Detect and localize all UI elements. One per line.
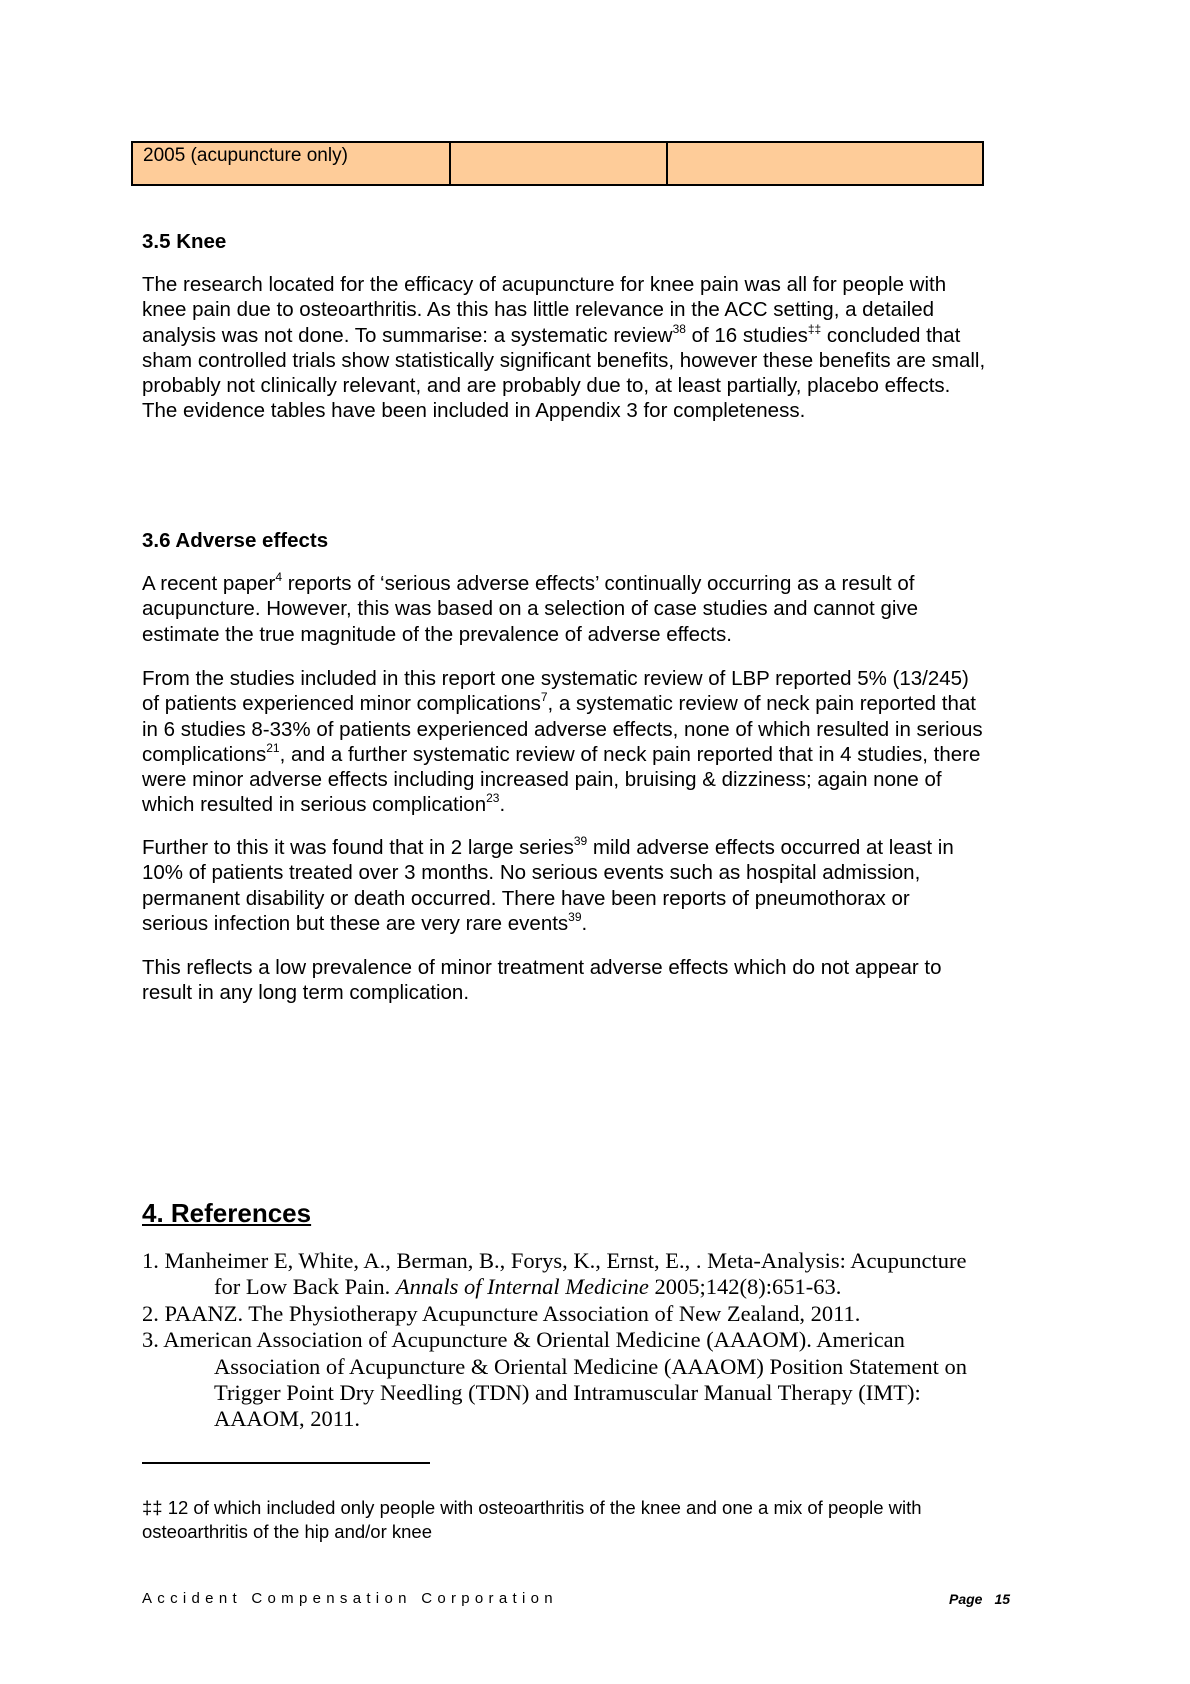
text-segment: 1. Manheimer E, White, A., Berman, B., Forys, K., Ernst, E., . Meta-Analysis: Acupuncture: [142, 1248, 967, 1273]
table-cell-empty: [450, 142, 667, 185]
text-segment: , and a further systematic review of neck pain reported that in 4 studies, there: [279, 742, 981, 766]
table-row: [132, 142, 983, 185]
text-line: [142, 1406, 967, 1432]
text-line: [142, 792, 983, 817]
text-segment: 2. PAANZ. The Physiotherapy Acupuncture Association of New Zealand, 2011.: [142, 1300, 861, 1326]
citation-superscript: 7: [540, 690, 548, 705]
reference-item: [142, 1327, 967, 1433]
text-line: [142, 886, 954, 911]
text-line: [142, 323, 985, 348]
text-line: [142, 1327, 967, 1353]
footnote: [142, 1496, 922, 1544]
section-heading-knee: 3.5 Knee: [142, 230, 227, 253]
text-line: [142, 767, 983, 792]
text-segment: concluded that: [821, 323, 961, 347]
text-segment: .: [581, 911, 588, 935]
text-segment: Further to this it was found that in 2 large series: [142, 836, 574, 859]
adverse-paragraph-3: [142, 835, 954, 936]
text-line: [142, 348, 985, 373]
text-segment: analysis was not done. To summarise: a systematic review: [142, 323, 673, 347]
citation-superscript: 4: [275, 570, 283, 584]
footer-page-number: [949, 1591, 1010, 1607]
text-segment: 2005;142(8):651-63.: [648, 1274, 842, 1300]
text-segment: From the studies included in this report one systematic review of LBP reported 5% (13/245): [142, 667, 969, 690]
text-line: [142, 622, 918, 647]
citation-superscript: 39: [568, 909, 582, 924]
text-segment: estimate the true magnitude of the prevalence of adverse effects.: [142, 622, 732, 646]
text-segment: reports of ‘serious adverse effects’ continually occurring as a result of: [282, 572, 915, 595]
text-segment: acupuncture. However, this was based on a selection of case studies and cannot give: [142, 597, 919, 621]
text-segment: , a systematic review of neck pain reported that: [547, 692, 976, 716]
text-line: [142, 955, 942, 980]
citation-superscript: ‡‡: [807, 321, 822, 336]
text-line: [142, 373, 985, 398]
text-segment: Association of Acupuncture & Oriental Medicine (AAAOM) Position Statement on: [214, 1353, 967, 1379]
text-line: [142, 1248, 967, 1274]
citation-superscript: 38: [672, 321, 686, 336]
text-line: [142, 835, 954, 860]
text-line: [142, 571, 918, 596]
text-line: [142, 666, 983, 691]
text-line: [142, 691, 983, 716]
text-line: [142, 860, 954, 885]
adverse-paragraph-1: [142, 571, 918, 647]
table-cell-empty: [667, 142, 983, 185]
references-list: [142, 1248, 967, 1433]
text-segment: The evidence tables have been included in Appendix 3 for completeness.: [142, 399, 806, 423]
text-segment: probably not clinically relevant, and are probably due to, at least partially, placebo effects.: [142, 374, 951, 398]
citation-superscript: 21: [266, 740, 280, 755]
text-line: [142, 717, 983, 742]
text-segment: .: [499, 793, 506, 817]
section-heading-adverse-effects: 3.6 Adverse effects: [142, 529, 329, 552]
text-segment: knee pain due to osteoarthritis. As this has little relevance in the ACC setting, a detailed: [142, 298, 934, 322]
footnote-separator: [142, 1462, 430, 1464]
text-line: [142, 911, 954, 936]
text-line: [142, 1380, 967, 1406]
text-segment: mild adverse effects occurred at least in: [587, 836, 954, 859]
footnote-line: ‡‡ 12 of which included only people with osteoarthritis of the knee and one a mix of people with: [142, 1497, 922, 1518]
page-label: Page: [949, 1591, 983, 1607]
citation-superscript: 39: [573, 834, 588, 848]
adverse-paragraph-4: [142, 955, 942, 1006]
table-cell-year: 2005 (acupuncture only): [132, 142, 450, 185]
text-line: [142, 1301, 967, 1327]
text-segment: sham controlled trials show statistically significant benefits, however these benefits are small,: [142, 348, 986, 372]
references-heading: 4. References: [142, 1198, 312, 1228]
text-segment: AAAOM, 2011.: [214, 1406, 361, 1432]
text-line: [142, 1354, 967, 1380]
text-segment: A recent paper: [142, 572, 276, 595]
footer-organization: Accident Compensation Corporation: [142, 1590, 558, 1607]
text-segment: This reflects a low prevalence of minor treatment adverse effects which do not appear to: [142, 956, 942, 979]
adverse-paragraph-2: [142, 666, 983, 818]
reference-item: [142, 1301, 967, 1327]
text-line: [142, 742, 983, 767]
text-segment: The research located for the efficacy of acupuncture for knee pain was all for people with: [142, 273, 947, 296]
text-segment: permanent disability or death occurred. There have been reports of pneumothorax or: [142, 886, 910, 910]
citation-superscript: 23: [486, 791, 500, 806]
text-line: [142, 297, 985, 322]
text-segment: Trigger Point Dry Needling (TDN) and Intramuscular Manual Therapy (IMT):: [214, 1380, 921, 1406]
evidence-table-last-row: [131, 141, 984, 186]
text-line: [142, 596, 918, 621]
text-line: [142, 980, 942, 1005]
text-line: [142, 272, 985, 297]
text-segment: of 16 studies: [685, 323, 808, 347]
text-segment: which resulted in serious complication: [142, 793, 487, 817]
knee-paragraph: [142, 272, 985, 424]
text-segment: complications: [142, 742, 267, 766]
text-line: [142, 1274, 967, 1300]
text-segment: Annals of Internal Medicine: [395, 1274, 649, 1300]
text-line: [142, 398, 985, 423]
text-segment: serious infection but these are very rare events: [142, 911, 569, 935]
text-segment: in 6 studies 8-33% of patients experienced adverse effects, none of which resulted in serious: [142, 717, 983, 741]
reference-item: [142, 1248, 967, 1301]
text-segment: of patients experienced minor complications: [142, 692, 541, 716]
text-segment: result in any long term complication.: [142, 981, 470, 1005]
page-number: 15: [994, 1591, 1011, 1607]
footnote-line: osteoarthritis of the hip and/or knee: [142, 1521, 433, 1542]
text-segment: were minor adverse effects including increased pain, bruising & dizziness; again none of: [142, 768, 942, 792]
text-segment: for Low Back Pain.: [214, 1274, 396, 1300]
text-segment: 3. American Association of Acupuncture & Oriental Medicine (AAAOM). American: [142, 1327, 905, 1353]
text-segment: 10% of patients treated over 3 months. No serious events such as hospital admission,: [142, 861, 921, 885]
